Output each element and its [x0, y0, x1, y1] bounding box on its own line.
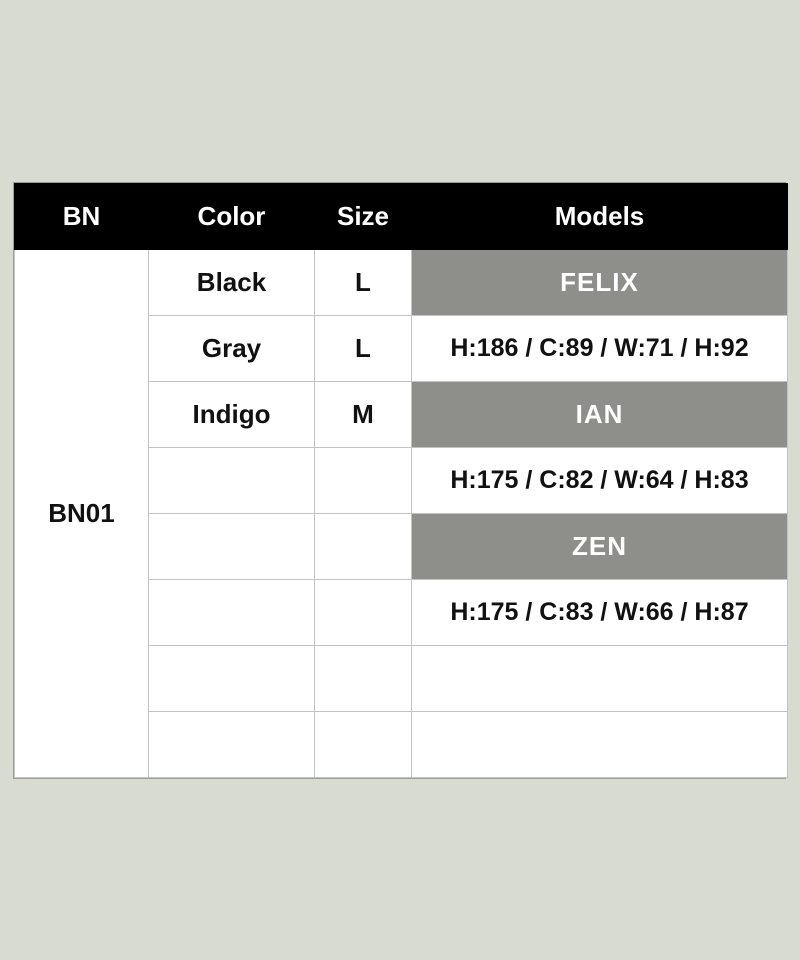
color-cell: Gray: [149, 316, 315, 382]
size-cell: [315, 580, 412, 646]
size-cell: L: [315, 316, 412, 382]
size-cell: [315, 712, 412, 778]
size-cell: L: [315, 250, 412, 316]
size-cell: [315, 514, 412, 580]
models-cell: [412, 712, 788, 778]
size-cell: [315, 448, 412, 514]
column-header-color: Color: [149, 184, 315, 250]
color-cell: [149, 646, 315, 712]
table-body: [15, 250, 788, 778]
color-cell: Indigo: [149, 382, 315, 448]
color-cell: [149, 514, 315, 580]
measurements-cell: H:186 / C:89 / W:71 / H:92: [412, 316, 788, 382]
size-chart-container: [13, 182, 786, 779]
column-header-models: Models: [412, 184, 788, 250]
column-header-size: Size: [315, 184, 412, 250]
model-name-cell: ZEN: [412, 514, 788, 580]
size-chart-table: [14, 183, 788, 778]
size-cell: M: [315, 382, 412, 448]
color-cell: [149, 712, 315, 778]
model-name-cell: FELIX: [412, 250, 788, 316]
color-cell: [149, 580, 315, 646]
measurements-cell: H:175 / C:83 / W:66 / H:87: [412, 580, 788, 646]
bn-cell: BN01: [15, 250, 149, 778]
table-header: [15, 184, 788, 250]
model-name-cell: IAN: [412, 382, 788, 448]
table-row: [15, 250, 788, 316]
column-header-bn: BN: [15, 184, 149, 250]
size-cell: [315, 646, 412, 712]
color-cell: Black: [149, 250, 315, 316]
measurements-cell: H:175 / C:82 / W:64 / H:83: [412, 448, 788, 514]
color-cell: [149, 448, 315, 514]
header-row: [15, 184, 788, 250]
models-cell: [412, 646, 788, 712]
